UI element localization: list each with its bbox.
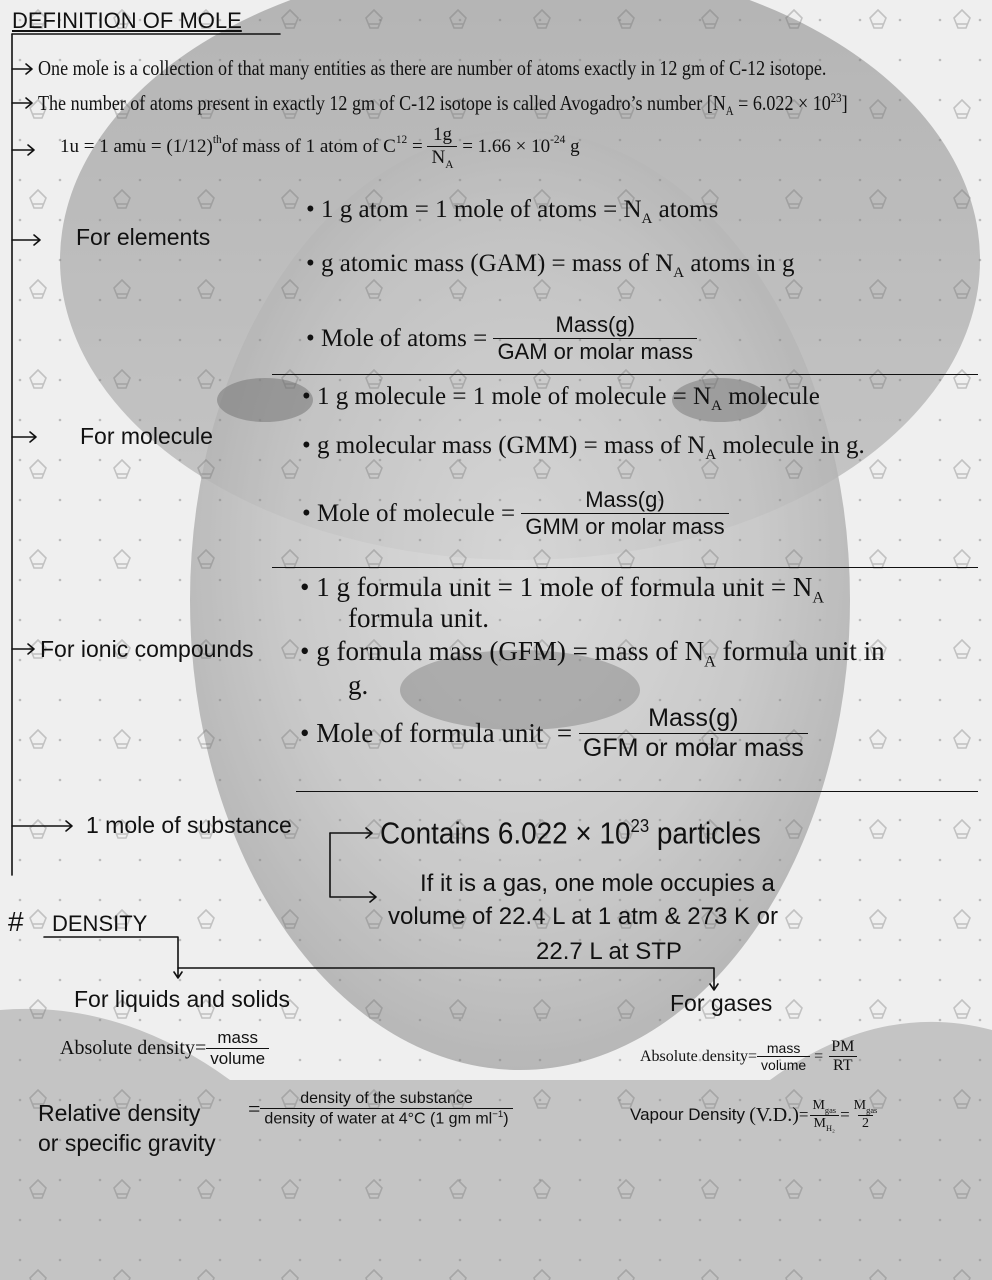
elements-bullet-1: • 1 g atom = 1 mole of atoms = $N_A$ atoms — [306, 196, 719, 227]
amu-fraction — [427, 124, 457, 171]
amu-eq: = — [407, 136, 428, 158]
vd-den-2: 2 — [858, 1115, 873, 1132]
relative-density-den: density of water at 4°C (1 gm $ml^{-1}$) — [260, 1108, 512, 1128]
ionic-bullet-3: • Mole of formula unit = $\frac{\text{Mass(g)}}{\text{GFM or molar mass}}$ — [300, 704, 808, 763]
gas-abs-num-1: mass — [766, 1040, 801, 1056]
molecule-bullet-2: • g molecular mass (GMM) = mass of $N_A$ molecule in g. — [302, 432, 865, 463]
amu-line — [60, 124, 580, 171]
mole-of-formula-unit-label: Mole of formula unit = — [316, 718, 579, 748]
amu-th: th — [212, 134, 222, 146]
divider-molecule-bottom — [272, 567, 978, 568]
mole-of-atoms-label: Mole of atoms = — [321, 324, 494, 352]
abs-density-label: Absolute density — [60, 1037, 195, 1059]
molecule-bullet-1: • 1 g molecule = 1 mole of molecule = $N_A$ molecule — [302, 383, 820, 414]
elements-bullet-3: • Mole of atoms = $\frac{\text{Mass(g)}}{\text{GAM or molar mass}}$ — [306, 312, 697, 365]
avogadro-sub: A — [725, 104, 734, 119]
abs-density-num: mass — [217, 1028, 258, 1047]
absolute-density-gases: Absolute density = $\frac{\text{mass}}{\text{volume}}$ = $\frac{PM}{RT}$ — [640, 1038, 858, 1075]
vd-den-1: $M_{H_2}$ — [810, 1115, 839, 1133]
amu-result-exp: -24 — [550, 134, 566, 146]
density-hash: # — [8, 906, 24, 937]
relative-density-formula: = $\frac{\text{density of the substance}}{density of water at 4^\circ C (1 gm ml^{-1})}$ — [248, 1090, 513, 1128]
gas-volume-line-3: 22.7 L at STP — [536, 938, 682, 965]
liquids-solids-label: For liquids and solids — [74, 986, 291, 1012]
elements-bullet-2: • g atomic mass (GAM) = mass of $N_A$ atoms in g — [306, 250, 795, 281]
vd-fraction-2 — [850, 1098, 882, 1132]
vapour-density-label: Vapour Density — [630, 1105, 745, 1125]
relative-density-num: density of the substance — [300, 1090, 473, 1107]
absolute-density-liquids: Absolute density = $\frac{\text{mass}}{\text{volume}}$ — [60, 1028, 269, 1069]
gas-abs-density-fraction-2 — [827, 1038, 858, 1075]
divider-ionic-bottom — [296, 791, 978, 792]
vapour-density-symbol: (V.D.) — [749, 1103, 799, 1126]
vd-fraction-1 — [808, 1098, 840, 1133]
gas-abs-den-2: RT — [829, 1056, 856, 1075]
ionic-bullet-2-cont: g. — [348, 670, 369, 700]
ionic-bullet-1-cont: formula unit. — [348, 603, 489, 633]
density-heading: DENSITY — [52, 911, 148, 936]
ionic-label: For ionic compounds — [40, 636, 254, 662]
mole-of-atoms-fraction — [493, 312, 697, 365]
relative-density-label-2: or specific gravity — [38, 1130, 216, 1156]
molecule-label: For molecule — [80, 423, 213, 449]
gas-abs-num-2: PM — [831, 1038, 855, 1055]
avogadro-bracket: ] — [841, 91, 848, 115]
mole-of-atoms-num: Mass(g) — [555, 312, 635, 337]
amu-result: = 1.66 × 10 — [457, 136, 551, 158]
relative-density-label-1: Relative density — [38, 1100, 201, 1126]
gas-abs-density-label: Absolute density — [640, 1047, 748, 1065]
ionic-bullet-1: • 1 g formula unit = 1 mole of formula unit = $N_A$ — [300, 572, 825, 607]
amu-mid: of mass of 1 atom of C — [221, 136, 396, 158]
gas-abs-density-fraction-1 — [757, 1040, 810, 1073]
gas-volume-line-1: If it is a gas, one mole occupies a — [420, 870, 775, 897]
abs-density-den: volume — [206, 1048, 269, 1069]
amu-unit: g — [565, 136, 580, 158]
mole-of-formula-unit-fraction — [579, 704, 808, 763]
gases-label: For gases — [670, 990, 773, 1016]
vd-num-2: $M_{gas}$ — [853, 1098, 878, 1116]
vapour-density: Vapour Density (V.D.) = $\frac{M_{gas}}{M_{H_2}}$ = $\frac{M_{gas}}{2}$ — [630, 1098, 881, 1133]
molecule-bullet-3: • Mole of molecule = $\frac{\text{Mass(g)}}{\text{GMM or molar mass}}$ — [302, 487, 729, 540]
mole-of-atoms-den: GAM or molar mass — [493, 338, 697, 365]
mole-heading: DEFINITION OF MOLE — [12, 8, 242, 33]
avogadro-value: = 6.022 × 10 — [733, 91, 831, 115]
gas-abs-den-1: volume — [757, 1056, 810, 1073]
mole-of-formula-unit-num: Mass(g) — [648, 704, 739, 732]
abs-density-fraction — [206, 1028, 269, 1069]
avogadro-text: The number of atoms present in exactly 12 gm of C-12 isotope is called Avogadro’s number [N — [38, 91, 726, 115]
avogadro-exp: 23 — [830, 91, 842, 105]
amu-frac-num: 1g — [432, 124, 452, 145]
avogadro-line — [38, 91, 848, 119]
elements-label: For elements — [76, 224, 211, 250]
divider-elements-bottom — [272, 374, 978, 375]
mole-of-molecule-den: GMM or molar mass — [521, 513, 728, 540]
substance-label: 1 mole of substance — [86, 812, 292, 838]
mole-of-molecule-num: Mass(g) — [585, 487, 665, 512]
mole-definition-text: One mole is a collection of that many entities as there are number of atoms exactly in 12 gm of C-12 isotope. — [38, 56, 827, 80]
amu-prefix: 1u = 1 amu = (1/12) — [60, 136, 213, 158]
amu-c12: 12 — [395, 134, 408, 146]
amu-frac-den: $N_A$ — [427, 146, 457, 171]
mole-of-molecule-fraction — [521, 487, 728, 540]
mole-of-molecule-label: Mole of molecule = — [317, 499, 522, 527]
mole-definition-line — [38, 56, 826, 81]
contains-particles: Contains $6.022 \times 10^{23}$ particles — [380, 815, 761, 851]
gas-volume-line-2: volume of 22.4 L at 1 atm & 273 K or — [388, 903, 778, 930]
ionic-bullet-2: • g formula mass (GFM) = mass of $N_A$ formula unit in — [300, 636, 885, 671]
vd-num-1: $M_{gas}$ — [812, 1098, 837, 1115]
relative-density-fraction — [260, 1090, 512, 1128]
mole-of-formula-unit-den: GFM or molar mass — [579, 733, 808, 763]
